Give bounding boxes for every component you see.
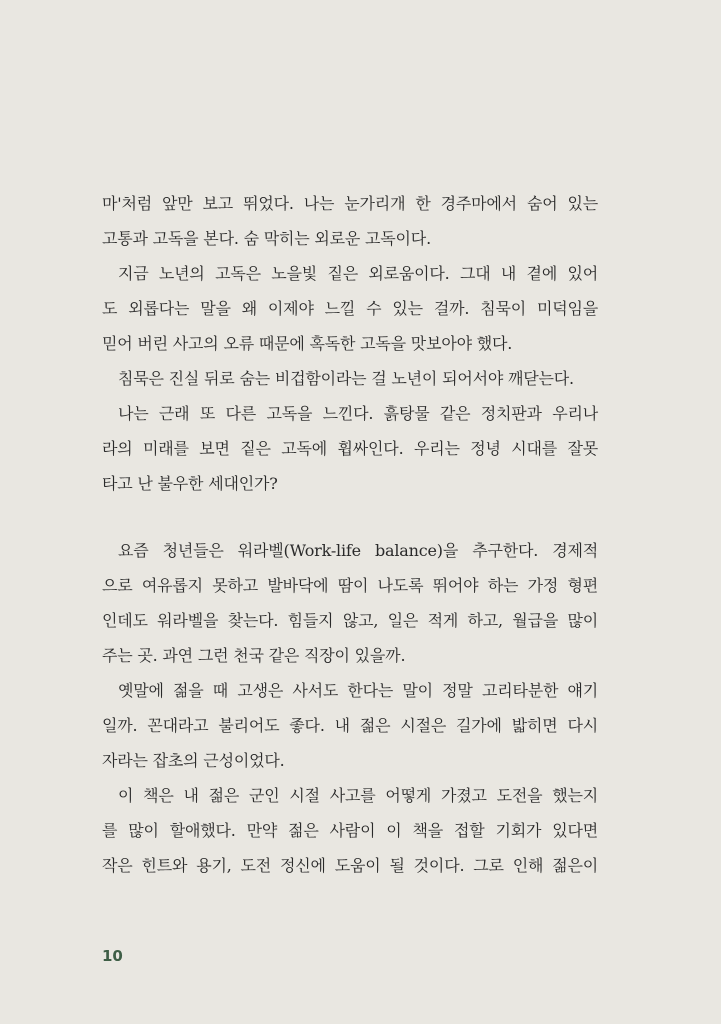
text-line: 작은 힌트와 용기, 도전 정신에 도움이 될 것이다. 그로 인해 젊은이 [102, 856, 598, 875]
text-block-1 [102, 186, 598, 501]
text-line: 믿어 버린 사고의 오류 때문에 혹독한 고독을 맛보아야 했다. [102, 334, 513, 353]
text-line: 타고 난 불우한 세대인가? [102, 474, 278, 493]
text-line: 이 책은 내 젊은 군인 시절 사고를 어떻게 가졌고 도전을 했는지 [118, 786, 598, 805]
text-line: 자라는 잡초의 근성이었다. [102, 751, 285, 770]
text-line: 를 많이 할애했다. 만약 젊은 사람이 이 책을 접할 기회가 있다면 [102, 821, 598, 840]
text-line: 주는 곳. 과연 그런 천국 같은 직장이 있을까. [102, 646, 406, 665]
text-line: 지금 노년의 고독은 노을빛 짙은 외로움이다. 그대 내 곁에 있어 [118, 264, 598, 283]
text-line: 고통과 고독을 본다. 숨 막히는 외로운 고독이다. [102, 229, 431, 248]
text-line: 도 외롭다는 말을 왜 이제야 느낄 수 있는 걸까. 침묵이 미덕임을 [102, 299, 598, 318]
text-line: 인데도 워라벨을 찾는다. 힘들지 않고, 일은 적게 하고, 월급을 많이 [102, 611, 598, 630]
text-line: 마'처럼 앞만 보고 뛰었다. 나는 눈가리개 한 경주마에서 숨어 있는 [102, 194, 598, 213]
text-line: 침묵은 진실 뒤로 숨는 비겁함이라는 걸 노년이 되어서야 깨닫는다. [118, 369, 574, 388]
text-line: 일까. 꼰대라고 불리어도 좋다. 내 젊은 시절은 길가에 밟히면 다시 [102, 716, 598, 735]
text-block-2 [102, 533, 598, 883]
page-number: 10 [102, 947, 123, 965]
text-line: 라의 미래를 보면 짙은 고독에 휩싸인다. 우리는 정녕 시대를 잘못 [102, 439, 598, 458]
text-line: 옛말에 젊을 때 고생은 사서도 한다는 말이 정말 고리타분한 얘기 [118, 681, 598, 700]
text-line: 으로 여유롭지 못하고 발바닥에 땀이 나도록 뛰어야 하는 가정 형편 [102, 576, 598, 595]
text-line: 나는 근래 또 다른 고독을 느낀다. 흙탕물 같은 정치판과 우리나 [118, 404, 598, 423]
text-line: 요즘 청년들은 워라벨(Work-life balance)을 추구한다. 경제적 [118, 541, 598, 560]
